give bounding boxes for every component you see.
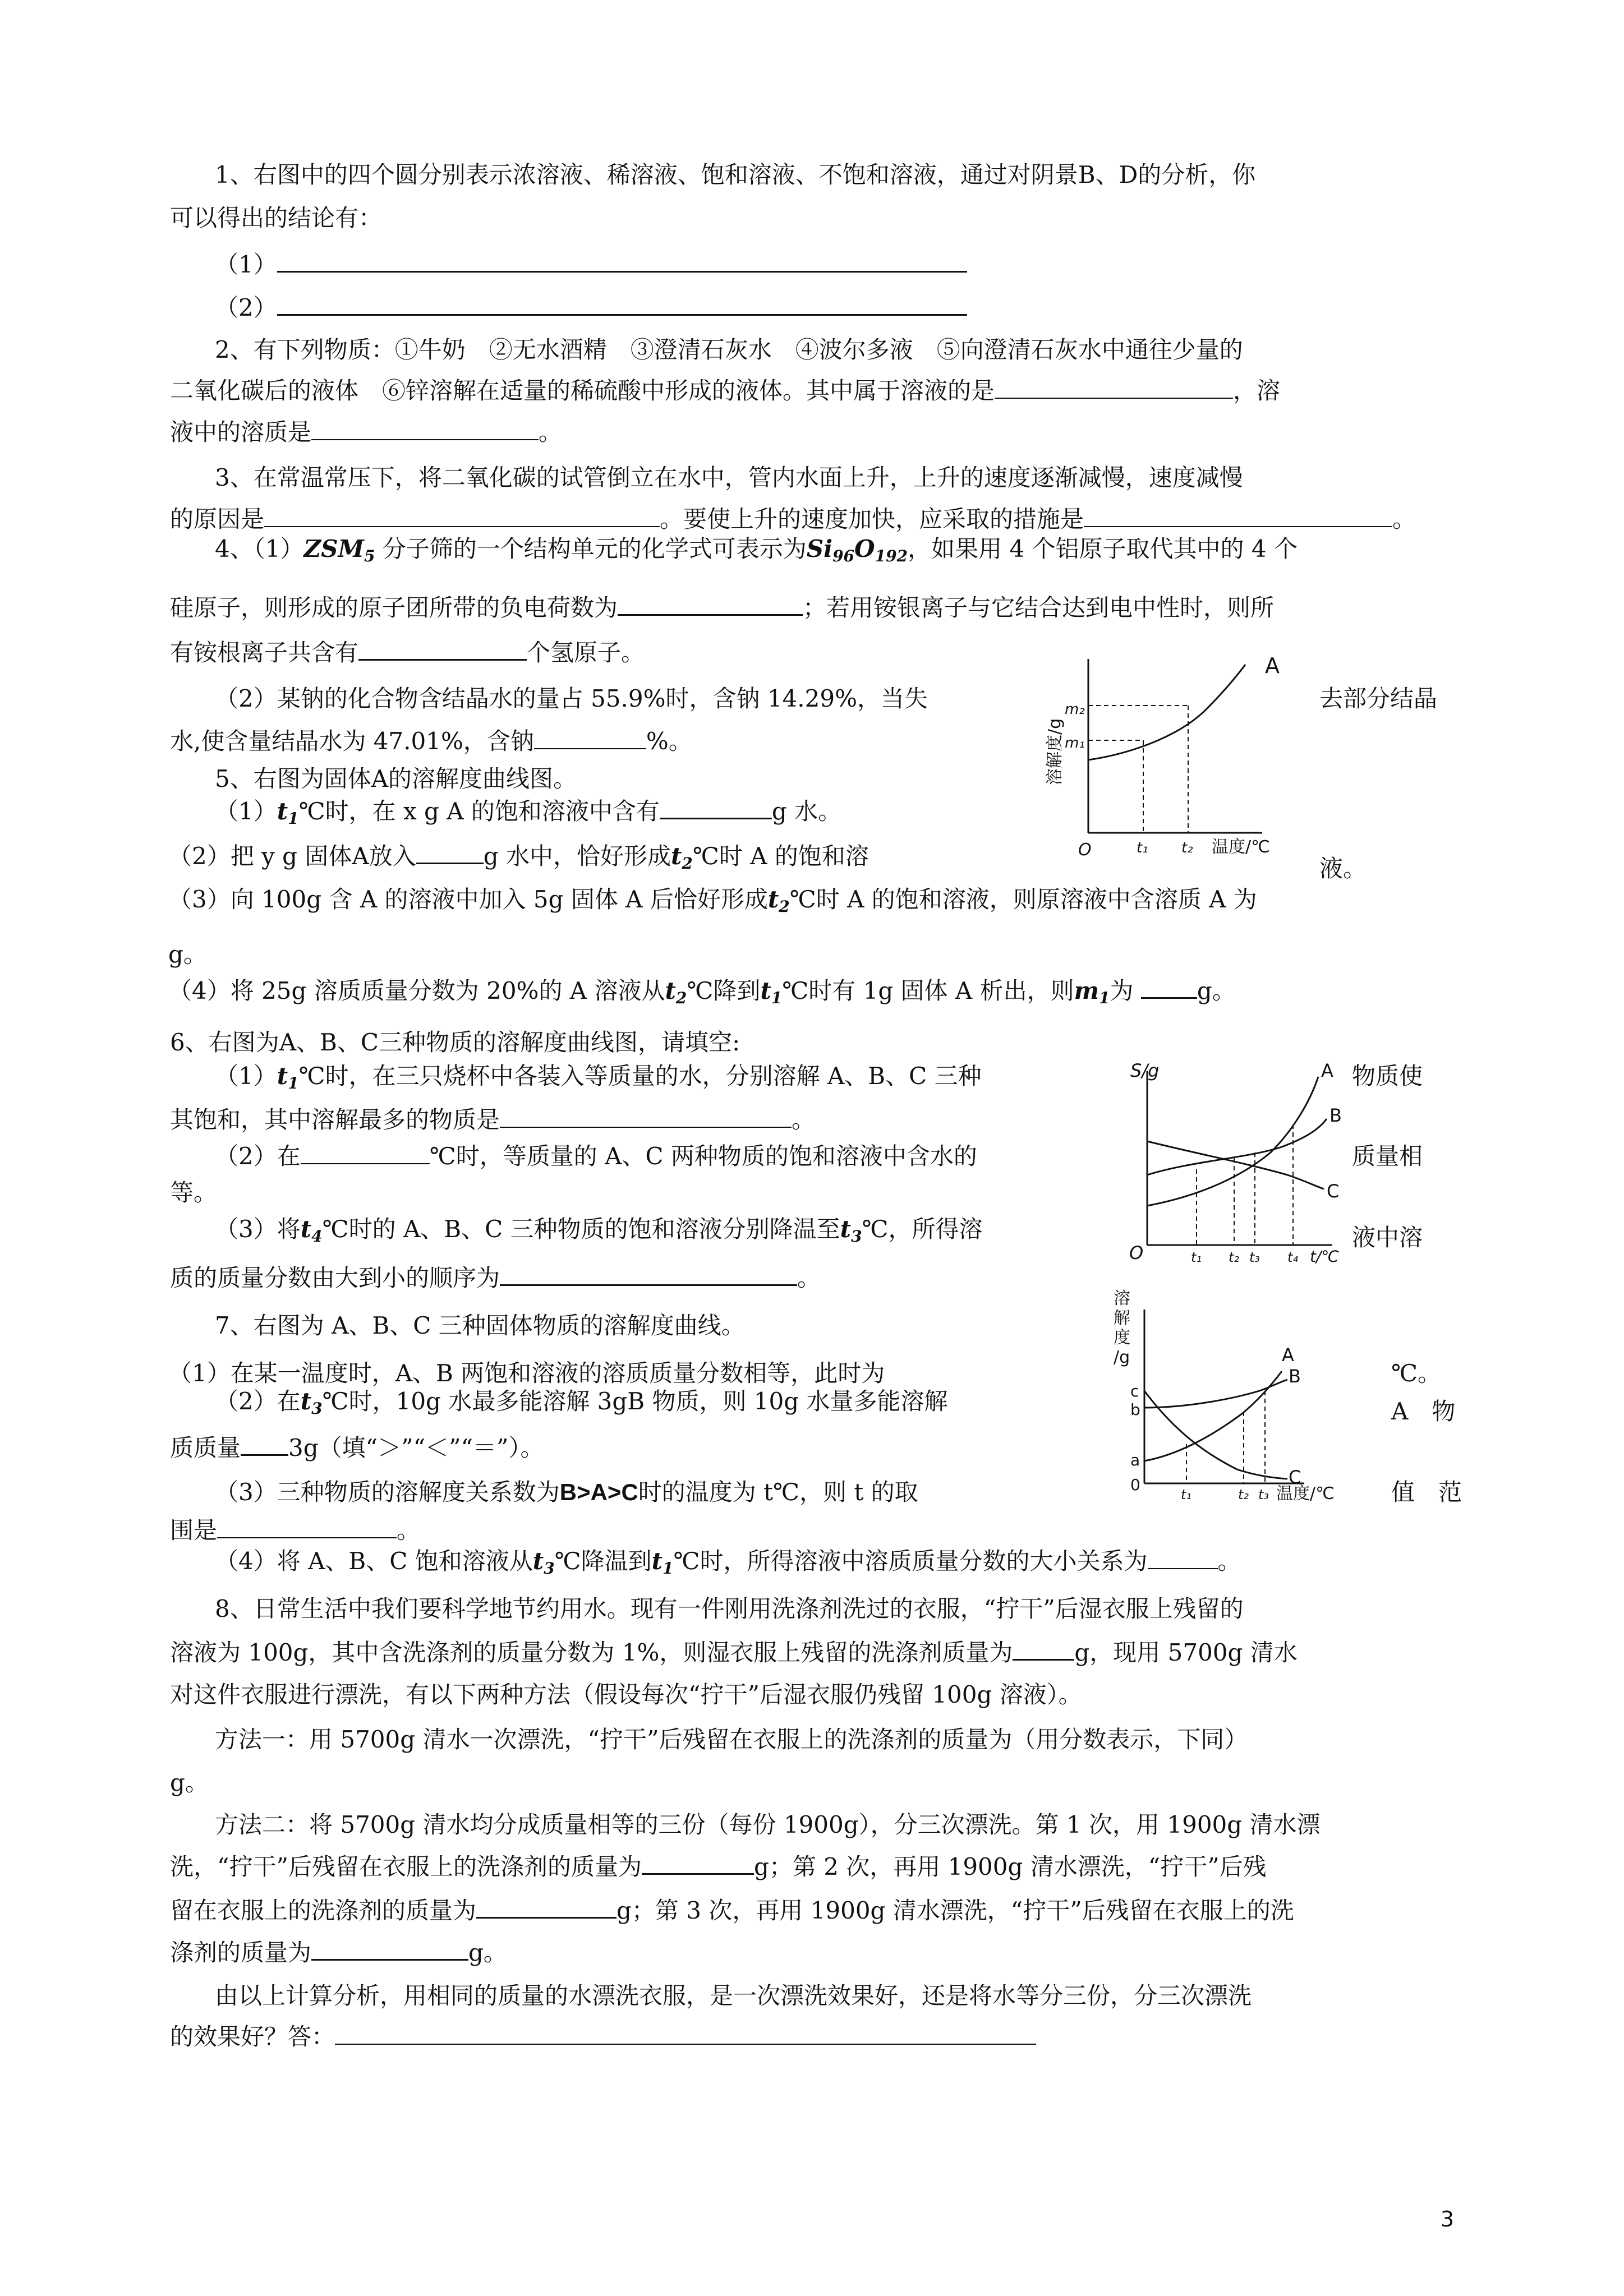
q5-answer-blank-1[interactable] — [660, 795, 772, 819]
fig1-label-a: A — [1265, 653, 1280, 678]
figure-2-solubility-curves — [1125, 1060, 1355, 1267]
q8-text-e: 留在衣服上的洗涤剂的质量为 — [170, 1897, 477, 1924]
q6-p1e: 。 — [792, 1106, 816, 1133]
fig1-curve-a — [1088, 665, 1245, 760]
q4-text-f: 有铵根离子共含有 — [170, 639, 359, 666]
q1-answer-blank-2[interactable] — [277, 292, 967, 316]
fig1-label-t1: t₁ — [1137, 840, 1148, 856]
fig2-y-label: S/g — [1130, 1060, 1160, 1081]
q5-part-3 — [168, 883, 1257, 923]
q7-answer-blank-3[interactable] — [217, 1515, 397, 1538]
q8-method-1-line-1: 方法一：用 5700g 清水一次漂洗，“拧干”后残留在衣服上的洗涤剂的质量为（用分数表示，下同） — [215, 1726, 1248, 1753]
fig3-curve-b — [1144, 1380, 1287, 1408]
q8-line-1: 8、日常生活中我们要科学地节约用水。现有一件刚用洗涤剂洗过的衣服，“拧干”后湿衣服上残留的 — [215, 1595, 1244, 1622]
fig3-origin: 0 — [1130, 1476, 1140, 1494]
q2-line-2 — [170, 375, 1280, 407]
q5-part-3-end: g。 — [168, 940, 207, 968]
q6-t3-sub: 3 — [851, 1227, 862, 1246]
q8-text-b: g，现用 5700g 清水 — [1074, 1639, 1298, 1666]
q2-text-b: ，溶 — [1233, 377, 1281, 404]
q6-answer-blank-1[interactable] — [500, 1104, 792, 1128]
q7-t3-sub: 3 — [311, 1399, 323, 1418]
q8-method-2-line-4 — [170, 1937, 507, 1969]
fig3-curve-c — [1144, 1391, 1287, 1479]
figure-3-solubility-curves — [1114, 1287, 1383, 1503]
q1-item-2-label: （2） — [215, 294, 277, 321]
q7-p4c: ℃时，所得溶液中溶质质量分数的大小关系为 — [673, 1547, 1148, 1575]
q5-t-sub-3: 2 — [779, 897, 790, 916]
q6-p3b: ℃时的 A、B、C 三种物质的饱和溶液分别降温至 — [322, 1215, 840, 1243]
q6-answer-blank-2[interactable] — [301, 1141, 430, 1164]
q4-text-h: 水,使含量结晶水为 47.01%，含钠 — [170, 727, 534, 755]
q5-p2b: g 水中，恰好形成 — [483, 842, 671, 870]
q8-conclusion-line-2 — [170, 2021, 1036, 2053]
q5-p1a: （1） — [215, 797, 277, 825]
fig3-label-a: A — [1282, 1344, 1294, 1366]
q4-text-d: 硅原子，则形成的原子团所带的负电荷数为 — [170, 594, 618, 621]
q5-p1c: g 水。 — [771, 797, 842, 825]
q4-text-e: ；若用铵银离子与它结合达到电中性时，则所 — [803, 594, 1275, 621]
q5-p2c: ℃时 A 的饱和溶 — [692, 842, 869, 870]
q7-part-4 — [215, 1545, 1241, 1585]
q1-answer-blank-1[interactable] — [277, 248, 967, 273]
q5-t-4: t — [665, 977, 676, 1004]
fig2-label-b: B — [1329, 1105, 1342, 1126]
q3-answer-blank-2[interactable] — [1084, 504, 1392, 527]
q2-text-a: 二氧化碳后的液体 ⑥锌溶解在适量的稀硫酸中形成的液体。其中属于溶液的是 — [170, 377, 995, 404]
q7-p4a: （4）将 A、B、C 饱和溶液从 — [215, 1547, 533, 1575]
q2-text-d: 。 — [539, 418, 563, 446]
q7-relation: B>A>C — [559, 1479, 638, 1505]
q5-p4b: ℃降到 — [687, 977, 761, 1004]
q7-part-2 — [215, 1385, 948, 1425]
fig3-label-t3: t₃ — [1258, 1487, 1269, 1502]
fig1-x-label: 温度/℃ — [1212, 837, 1270, 857]
q4-text-c: ，如果用 4 个铝原子取代其中的 4 个 — [908, 535, 1298, 563]
q1-item-2 — [215, 292, 967, 324]
q3-line-1: 3、在常温常压下，将二氧化碳的试管倒立在水中，管内水面上升，上升的速度逐渐减慢，速度减慢 — [215, 464, 1243, 491]
q7-title: 7、右图为 A、B、C 三种固体物质的溶解度曲线。 — [215, 1312, 745, 1339]
q7-t3: t — [300, 1387, 312, 1415]
q7-part-2-line-2 — [170, 1432, 544, 1464]
q4-answer-blank-1[interactable] — [618, 592, 803, 616]
fig3-x-label: 温度/℃ — [1276, 1484, 1335, 1504]
q2-answer-blank-1[interactable] — [995, 375, 1233, 399]
q4-line-3 — [170, 637, 645, 669]
q1-line-2: 可以得出的结论有： — [170, 204, 383, 232]
q2-line-3 — [170, 416, 562, 449]
q6-t4: t — [300, 1215, 312, 1243]
q7-answer-blank-4[interactable] — [1148, 1546, 1218, 1569]
fig3-y-mark-a: a — [1130, 1451, 1140, 1469]
q5-part-2 — [168, 840, 869, 880]
q6-t4-sub: 4 — [311, 1227, 323, 1246]
q7-part-3-right: 值 范 — [1391, 1478, 1462, 1506]
q1-item-1-label: （1） — [215, 251, 277, 278]
fig2-curve-c — [1147, 1141, 1324, 1189]
q3-text-c: 。 — [1392, 505, 1416, 533]
q7-p3a: （3）三种物质的溶解度关系数为 — [215, 1478, 560, 1506]
q4-text-g: 个氢原子。 — [527, 639, 645, 666]
q6-part-2-line-2: 等。 — [170, 1179, 218, 1206]
q4-zsm-sub: 5 — [364, 547, 375, 565]
q4-line-2 — [170, 592, 1274, 624]
q7-p2b: ℃时，10g 水最多能溶解 3gB 物质，则 10g 水量多能溶解 — [322, 1387, 948, 1415]
q5-m-sub: 1 — [1099, 989, 1110, 1007]
q5-t-3: t — [767, 886, 779, 913]
q8-method-1-line-2: g。 — [170, 1769, 209, 1796]
q5-answer-blank-2[interactable] — [416, 840, 484, 864]
q8-answer-blank-3[interactable] — [476, 1894, 617, 1919]
fig2-label-t2: t₂ — [1229, 1250, 1240, 1265]
q7-t3b: t — [532, 1547, 544, 1575]
fig2-label-a: A — [1321, 1060, 1333, 1081]
q4-answer-blank-2[interactable] — [358, 637, 527, 661]
fig3-label-t1: t₁ — [1181, 1487, 1192, 1502]
q8-answer-blank-1[interactable] — [1013, 1636, 1074, 1661]
q8-text-f: g；第 3 次，再用 1900g 清水漂洗，“拧干”后残留在衣服上的洗 — [617, 1897, 1294, 1924]
q6-p3c: ℃，所得溶 — [862, 1215, 983, 1243]
q6-title: 6、右图为A、B、C三种物质的溶解度曲线图，请填空: — [170, 1029, 740, 1056]
q7-p3e: 。 — [397, 1516, 421, 1544]
q6-p1b: ℃时，在三只烧杯中各装入等质量的水，分别溶解 A、B、C 三种 — [298, 1062, 982, 1090]
q2-answer-blank-2[interactable] — [311, 417, 539, 440]
q6-part-2-right: 质量相 — [1352, 1142, 1423, 1170]
q6-p1d: 其饱和，其中溶解最多的物质是 — [170, 1106, 500, 1133]
q6-part-2 — [215, 1140, 977, 1173]
q4-text-i: %。 — [646, 727, 692, 755]
q5-p4a: （4）将 25g 溶质质量分数为 20%的 A 溶液从 — [168, 977, 665, 1004]
q7-p2a: （2）在 — [215, 1387, 301, 1415]
q5-p2a: （2）把 y g 固体A放入 — [168, 842, 416, 870]
q6-t: t — [277, 1062, 288, 1090]
q8-answer-blank-2[interactable] — [642, 1851, 754, 1875]
fig3-y-label-3: 度 — [1114, 1328, 1130, 1348]
fig3-label-t2: t₂ — [1238, 1487, 1249, 1502]
fig2-label-t3: t₃ — [1249, 1250, 1260, 1265]
fig3-label-c: C — [1289, 1467, 1301, 1488]
fig3-y-mark-b: b — [1130, 1400, 1140, 1419]
fig2-label-c: C — [1327, 1181, 1340, 1202]
q7-part-3 — [215, 1476, 918, 1509]
q4-si-sub: 96 — [832, 547, 855, 565]
page-number: 3 — [1440, 2207, 1454, 2232]
q4-o-sub: 192 — [875, 547, 908, 565]
fig2-label-t4: t₄ — [1287, 1250, 1299, 1265]
q7-part-2-right: A 物 — [1391, 1398, 1456, 1425]
q7-p3d: 围是 — [170, 1516, 218, 1544]
q5-t-sub-2: 2 — [682, 854, 693, 873]
q5-part-4 — [168, 975, 1236, 1015]
q7-t1-sub: 1 — [663, 1559, 674, 1578]
q4-text-b: 分子筛的一个结构单元的化学式可表示为 — [375, 535, 807, 563]
q5-p3a: （3）向 100g 含 A 的溶液中加入 5g 固体 A 后恰好形成 — [168, 886, 768, 913]
q8-answer-blank-5[interactable] — [335, 2021, 1036, 2045]
q6-t-sub: 1 — [288, 1074, 299, 1092]
q5-t: t — [277, 797, 288, 825]
q7-p4b: ℃降温到 — [554, 1547, 652, 1575]
q4-text-a: 4、（1） — [215, 535, 304, 563]
q5-t-sub-5: 1 — [771, 989, 783, 1007]
fig3-y-mark-c: c — [1130, 1382, 1139, 1400]
q5-t-2: t — [670, 842, 682, 870]
q6-part-3 — [215, 1213, 983, 1253]
figure-1-solubility-curve — [1032, 648, 1324, 860]
q6-part-3-right: 液中溶 — [1352, 1224, 1423, 1251]
q6-part-3-line-2 — [170, 1262, 821, 1294]
q5-t-5: t — [760, 977, 771, 1004]
fig3-y-label-4: /g — [1114, 1348, 1130, 1367]
fig1-y-label: 溶解度/g — [1045, 718, 1065, 785]
q8-answer-blank-4[interactable] — [311, 1937, 468, 1961]
q6-p3f: 。 — [797, 1264, 821, 1292]
fig3-y-label-1: 溶 — [1114, 1289, 1130, 1308]
q7-part-3-line-2 — [170, 1514, 420, 1547]
q4-si: Si — [806, 535, 833, 563]
q8-line-3: 对这件衣服进行漂洗，有以下两种方法（假设每次“拧干”后湿衣服仍残留 100g 溶液）。 — [170, 1681, 1082, 1708]
q1-line-1: 1、右图中的四个圆分别表示浓溶液、稀溶液、饱和溶液、不饱和溶液，通过对阴景B、D的分析，你 — [215, 161, 1256, 188]
q3-text-a: 的原因是 — [170, 505, 265, 533]
q7-t3b-sub: 3 — [544, 1559, 555, 1578]
q5-p4d: 为 — [1110, 977, 1134, 1004]
q5-p4e: g。 — [1197, 977, 1236, 1004]
q7-part-1-right: ℃。 — [1391, 1359, 1441, 1387]
fig1-label-m2: m₂ — [1065, 701, 1085, 718]
fig3-label-b: B — [1289, 1366, 1301, 1387]
q7-p4d: 。 — [1217, 1547, 1241, 1575]
fig1-origin: O — [1078, 840, 1092, 860]
q4-part2-line-1: （2）某钠的化合物含结晶水的量占 55.9%时，含钠 14.29%，当失 — [215, 685, 928, 712]
q5-t-sub-4: 2 — [675, 989, 687, 1007]
q4-part2-line-1b: 去部分结晶 — [1319, 685, 1438, 712]
q8-method-2-line-1: 方法二：将 5700g 清水均分成质量相等的三份（每份 1900g），分三次漂洗。第 1 次，用 1900g 清水漂 — [215, 1811, 1321, 1838]
q6-t3: t — [840, 1215, 852, 1243]
fig1-label-m1: m₁ — [1065, 735, 1085, 751]
q6-answer-blank-3[interactable] — [500, 1262, 797, 1286]
q6-part-1-line-2 — [170, 1104, 815, 1136]
q6-p3e: 质的质量分数由大到小的顺序为 — [170, 1264, 500, 1292]
q5-part-2-end: 液。 — [1319, 855, 1367, 882]
q6-p2b: ℃时，等质量的 A、C 两种物质的饱和溶液中含水的 — [429, 1142, 977, 1170]
q6-part-1 — [215, 1060, 982, 1100]
q7-p3b: 时的温度为 t℃，则 t 的取 — [638, 1478, 918, 1506]
q8-text-g: 涤剂的质量为 — [170, 1939, 312, 1966]
fig2-label-t1: t₁ — [1191, 1250, 1202, 1265]
q6-p2a: （2）在 — [215, 1142, 301, 1170]
q8-text-c: 洗，“拧干”后残留在衣服上的洗涤剂的质量为 — [170, 1853, 642, 1880]
q7-p2e: 3g（填“＞”“＜”“＝”）。 — [288, 1434, 544, 1461]
q8-text-d: g；第 2 次，再用 1900g 清水漂洗，“拧干”后残 — [753, 1853, 1267, 1880]
q5-p3b: ℃时 A 的饱和溶液，则原溶液中含溶质 A 为 — [789, 886, 1257, 913]
q2-line-1: 2、有下列物质：①牛奶 ②无水酒精 ③澄清石灰水 ④波尔多液 ⑤向澄清石灰水中通往少量的 — [215, 336, 1243, 363]
q5-m: m — [1074, 977, 1099, 1004]
q8-method-2-line-2 — [170, 1851, 1267, 1883]
q6-part-1-right: 物质使 — [1352, 1062, 1423, 1090]
q5-part-1 — [215, 795, 841, 835]
q5-title: 5、右图为固体A的溶解度曲线图。 — [215, 765, 577, 792]
q8-text-a: 溶液为 100g，其中含洗涤剂的质量分数为 1%，则湿衣服上残留的洗涤剂质量为 — [170, 1639, 1013, 1666]
q7-answer-blank-2[interactable] — [241, 1432, 288, 1456]
q2-text-c: 液中的溶质是 — [170, 418, 312, 446]
q5-answer-blank-3[interactable] — [1141, 975, 1197, 999]
q5-p4c: ℃时有 1g 固体 A 析出，则 — [782, 977, 1074, 1004]
q3-line-2 — [170, 503, 1416, 536]
q8-conclusion-line-1: 由以上计算分析，用相同的质量的水漂洗衣服，是一次漂洗效果好，还是将水等分三份，分三次漂洗 — [215, 1982, 1252, 2009]
q4-answer-blank-3[interactable] — [534, 726, 646, 749]
fig1-label-t2: t₂ — [1181, 840, 1193, 856]
q3-text-b: 。要使上升的速度加快，应采取的措施是 — [660, 505, 1084, 533]
q7-part-1: （1）在某一温度时，A、B 两饱和溶液的溶质质量分数相等，此时为 — [168, 1359, 885, 1387]
q7-p2d: 质质量 — [170, 1434, 241, 1461]
fig2-x-label: t/℃ — [1310, 1247, 1339, 1266]
fig2-origin: O — [1129, 1242, 1144, 1264]
q5-t-sub-1: 1 — [288, 809, 299, 828]
q5-p1b: ℃时，在 x g A 的饱和溶液中含有 — [298, 797, 660, 825]
q4-part2-line-2 — [170, 725, 692, 758]
q6-p1a: （1） — [215, 1062, 277, 1090]
q8-method-2-line-3 — [170, 1894, 1294, 1927]
q3-answer-blank-1[interactable] — [264, 504, 660, 527]
q7-t1: t — [651, 1547, 663, 1575]
q8-line-2 — [170, 1636, 1298, 1669]
q6-p3a: （3）将 — [215, 1215, 301, 1243]
q4-line-1 — [215, 533, 1298, 573]
fig3-y-label-2: 解 — [1114, 1308, 1130, 1328]
q8-text-h: g。 — [468, 1939, 507, 1966]
q8-text-i: 的效果好？答： — [170, 2023, 335, 2050]
q1-item-1 — [215, 248, 967, 281]
q4-zsm: ZSM — [303, 535, 364, 563]
q4-o: O — [854, 535, 875, 563]
